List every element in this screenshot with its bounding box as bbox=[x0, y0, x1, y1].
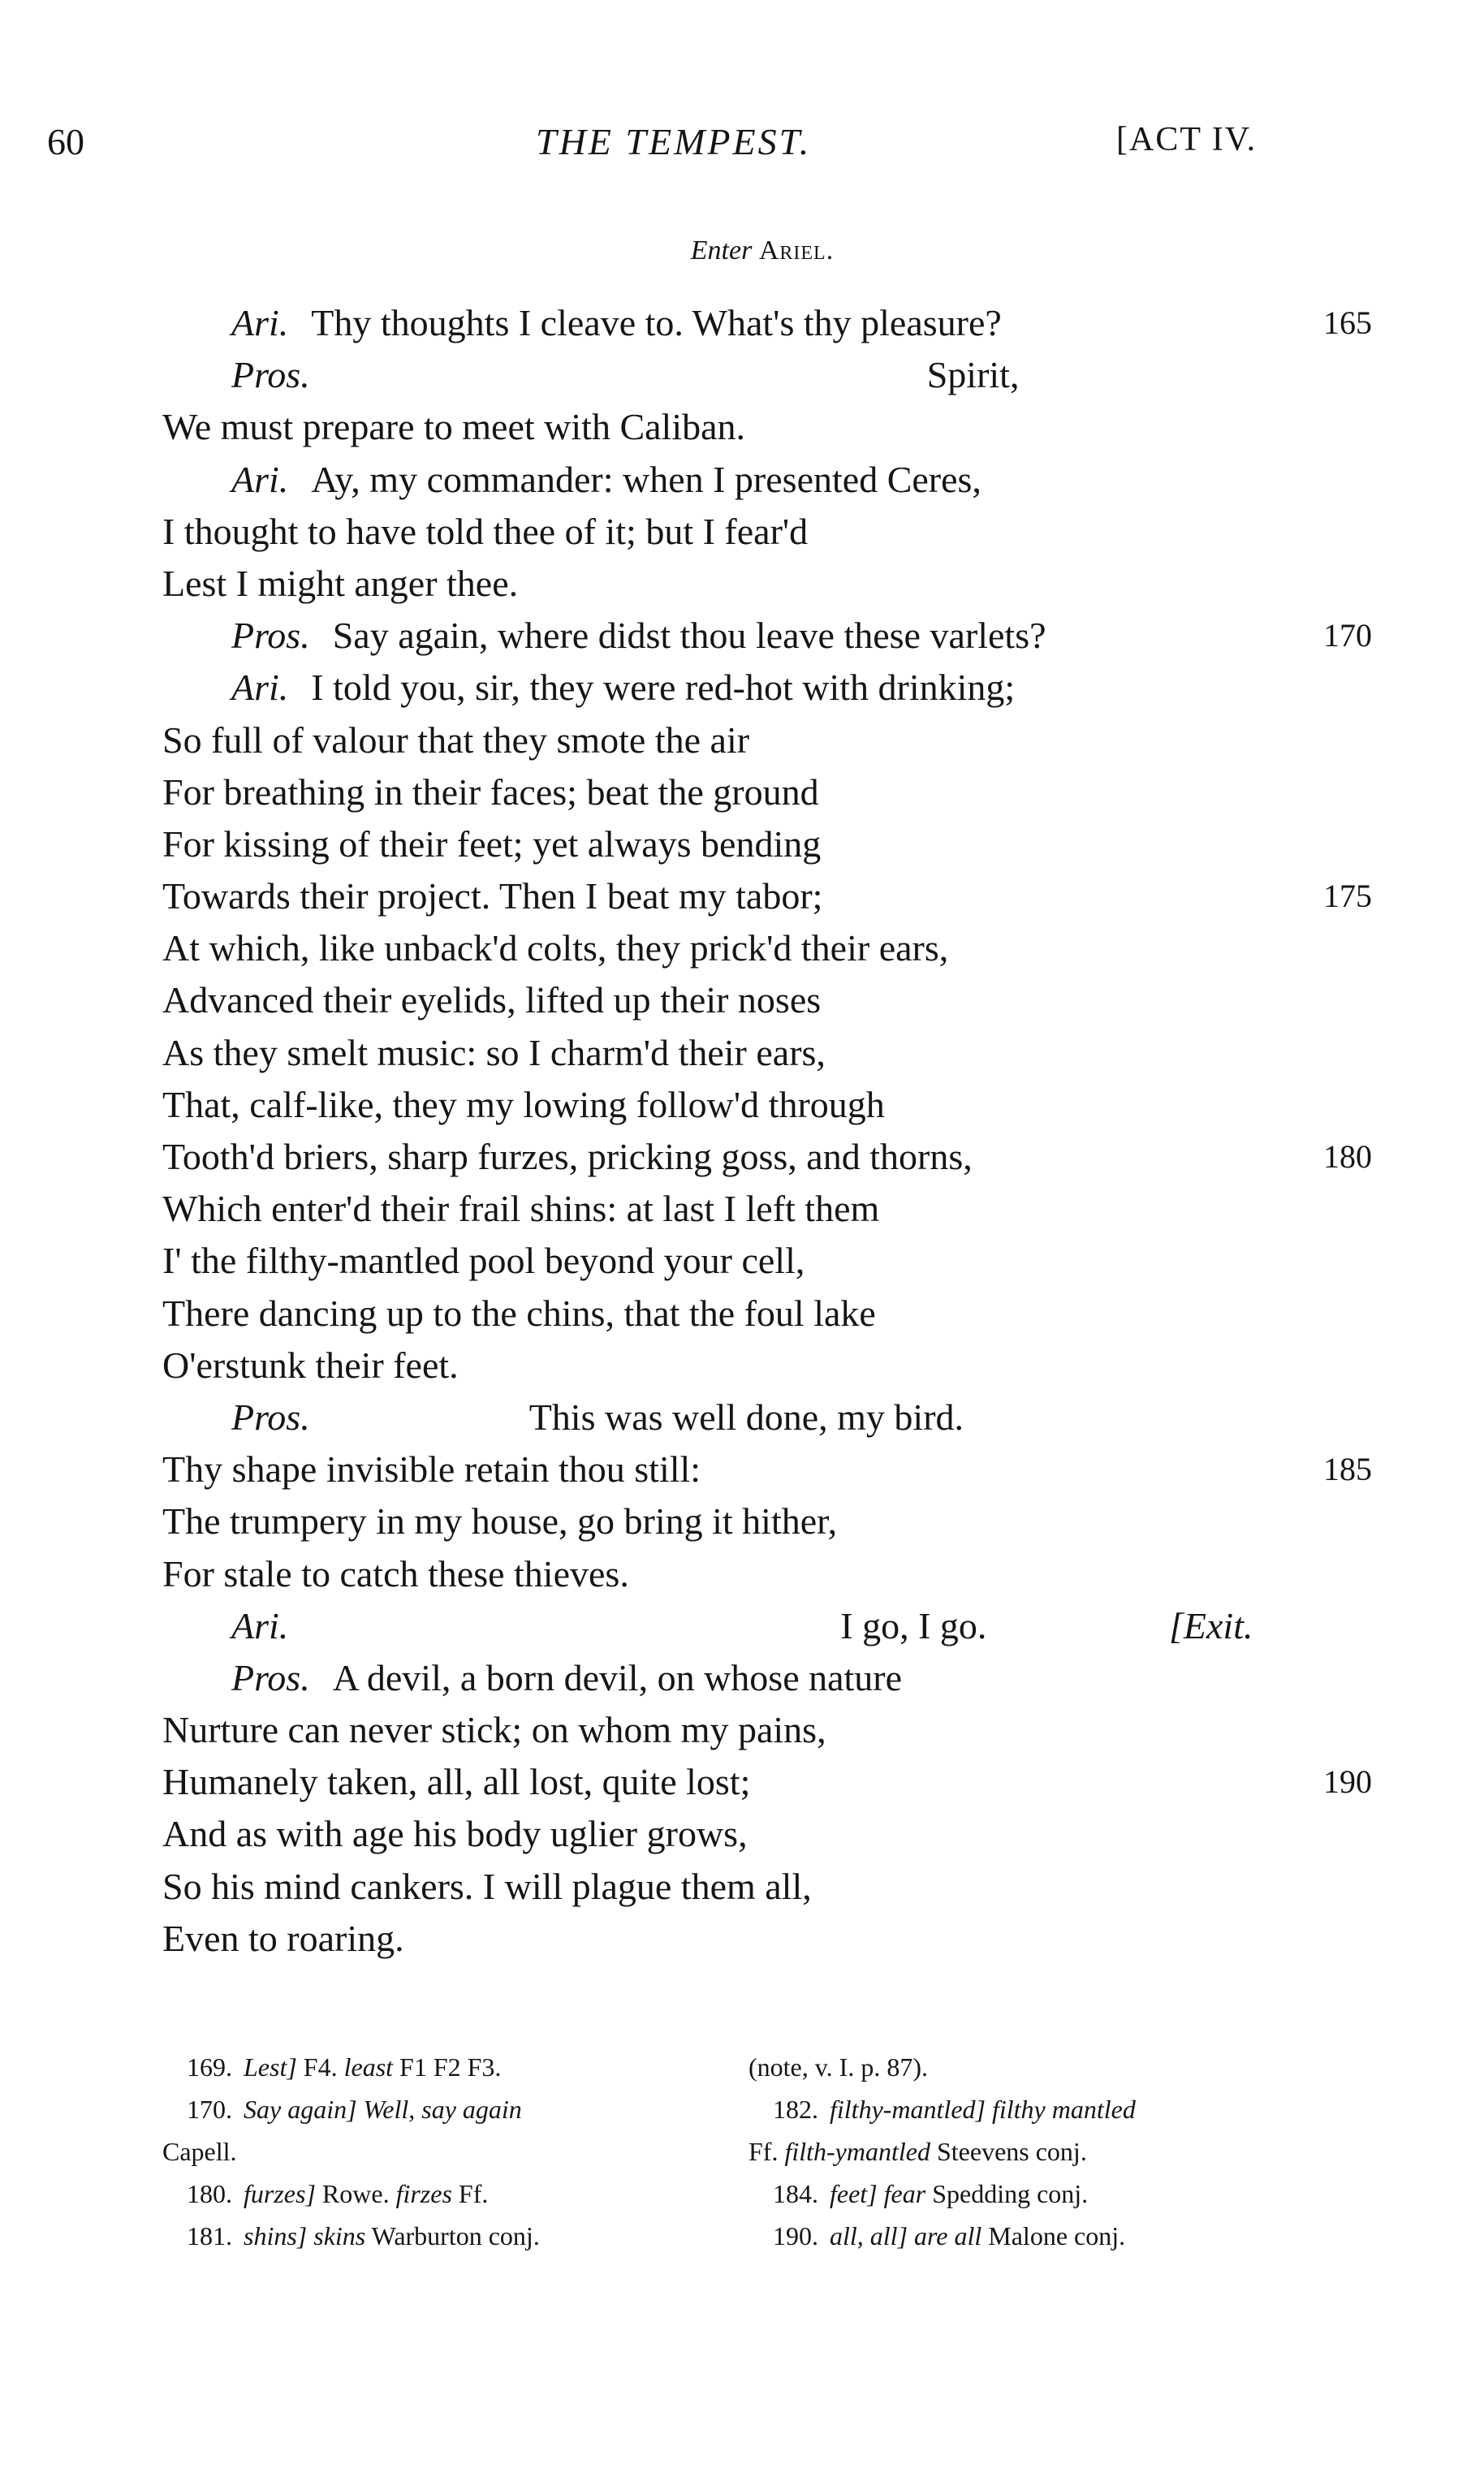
speaker-name: Ari. bbox=[231, 1604, 289, 1646]
footnote-line-ref: 180. bbox=[187, 2179, 232, 2208]
speaker-name: Pros. bbox=[231, 1396, 310, 1438]
verse-text: Spirit, bbox=[926, 354, 1020, 396]
verse-line bbox=[162, 818, 1372, 870]
speaker-name: Ari. bbox=[231, 667, 289, 709]
verse-text: The trumpery in my house, go bring it hither, bbox=[162, 1500, 838, 1543]
verse-line bbox=[162, 558, 1372, 610]
verse-line bbox=[162, 1235, 1372, 1287]
verse-text: Thy shape invisible retain thou still: bbox=[162, 1448, 701, 1491]
verse-line bbox=[162, 1704, 1372, 1756]
verse-line bbox=[162, 349, 1372, 401]
page-number: 60 bbox=[47, 121, 84, 162]
verse-text: I thought to have told thee of it; but I fear'd bbox=[162, 510, 809, 552]
verse-text: There dancing up to the chins, that the foul lake bbox=[162, 1292, 876, 1334]
footnote-variant: filthy mantled bbox=[991, 2095, 1136, 2124]
verse-text: Advanced their eyelids, lifted up their noses bbox=[162, 979, 822, 1021]
verse-line bbox=[162, 1808, 1372, 1860]
verse-line bbox=[162, 506, 1372, 558]
stage-direction-exit: [Exit. bbox=[1169, 1604, 1253, 1646]
verse-text: For kissing of their feet; yet always bending bbox=[162, 822, 822, 865]
speaker-name: Pros. bbox=[231, 354, 310, 396]
verse-line bbox=[162, 610, 1372, 662]
verse-line bbox=[162, 766, 1372, 818]
footnote bbox=[162, 2088, 723, 2130]
verse-text: Lest I might anger thee. bbox=[162, 562, 519, 604]
verse-line bbox=[162, 1600, 1372, 1652]
verse-text: I go, I go. bbox=[840, 1604, 987, 1646]
verse-text: Nurture can never stick; on whom my pains, bbox=[162, 1709, 826, 1751]
footnote-lemma: shins] bbox=[244, 2221, 308, 2250]
footnotes-right-column bbox=[748, 2046, 1333, 2257]
verse-text: Tooth'd briers, sharp furzes, pricking goss, and thorns, bbox=[162, 1136, 973, 1177]
verse-line bbox=[162, 1861, 1372, 1913]
verse-text: Thy thoughts I cleave to. What's thy pleasure? bbox=[311, 302, 1002, 343]
footnote-variant: fear bbox=[883, 2179, 926, 2208]
footnote-line-ref: 182. bbox=[773, 2095, 818, 2124]
line-number: 185 bbox=[1323, 1451, 1372, 1488]
footnote-lemma: all, all] bbox=[830, 2221, 908, 2250]
verse-line bbox=[162, 1913, 1372, 1965]
verse-line bbox=[162, 1756, 1372, 1808]
footnote-variant: least bbox=[343, 2052, 394, 2082]
verse-text: So his mind cankers. I will plague them all, bbox=[162, 1865, 812, 1907]
line-number: 170 bbox=[1323, 617, 1372, 654]
verse-line bbox=[162, 401, 1372, 453]
footnote-lemma: Lest] bbox=[244, 2052, 297, 2082]
verse-text: Humanely taken, all, all lost, quite lost; bbox=[162, 1761, 751, 1803]
verse-text: Even to roaring. bbox=[162, 1917, 404, 1959]
footnote: 180. furzes] Rowe. firzes Ff. bbox=[187, 2179, 489, 2208]
footnote-lemma: Say again] bbox=[244, 2095, 357, 2124]
verse-line bbox=[162, 922, 1372, 974]
speaker-name: Pros. bbox=[231, 1656, 310, 1698]
footnote-variant: Well, say again bbox=[363, 2095, 522, 2124]
verse-line bbox=[162, 1652, 1372, 1704]
verse-text: Which enter'd their frail shins: at last I left them bbox=[162, 1188, 880, 1230]
footnote-line-ref: 190. bbox=[773, 2221, 818, 2250]
verse-line bbox=[162, 454, 1372, 506]
footnote: 184. feet] fear Spedding conj. bbox=[773, 2179, 1089, 2208]
verse-line bbox=[162, 714, 1372, 766]
verse-text: And as with age his body uglier grows, bbox=[162, 1813, 748, 1855]
speaker-name: Ari. bbox=[231, 458, 289, 500]
footnote-variant: skins bbox=[313, 2221, 366, 2250]
act-label: [ACT IV. bbox=[1116, 121, 1258, 158]
verse-line bbox=[162, 1027, 1372, 1079]
footnote: 181. shins] skins Warburton conj. bbox=[187, 2221, 540, 2250]
footnotes-left-column bbox=[162, 2046, 723, 2257]
line-number: 180 bbox=[1323, 1138, 1372, 1175]
footnote-lemma: filthy-mantled] bbox=[830, 2095, 986, 2124]
verse-text: Ay, my commander: when I presented Ceres, bbox=[311, 458, 981, 500]
running-title: THE TEMPEST. bbox=[536, 121, 812, 162]
footnote-lemma: furzes] bbox=[244, 2179, 316, 2208]
line-number: 190 bbox=[1323, 1763, 1372, 1801]
footnote: Capell. bbox=[162, 2137, 237, 2166]
verse-line bbox=[162, 1444, 1372, 1495]
stage-direction-enter: Enter bbox=[690, 235, 753, 265]
verse-text: Towards their project. Then I beat my tabor; bbox=[162, 875, 823, 917]
line-number: 165 bbox=[1323, 304, 1372, 341]
footnote: Ff. filth-ymantled Steevens conj. bbox=[748, 2137, 1087, 2166]
verse-line bbox=[162, 1548, 1372, 1600]
footnote: (note, v. I. p. 87). bbox=[748, 2052, 928, 2082]
verse-line bbox=[162, 1131, 1372, 1183]
footnote: 190. all, all] are all Malone conj. bbox=[773, 2221, 1126, 2250]
footnote-line-ref: 169. bbox=[187, 2052, 232, 2082]
footnote-line-ref: 184. bbox=[773, 2179, 818, 2208]
footnote-lemma: feet] bbox=[830, 2179, 878, 2208]
line-number: 175 bbox=[1323, 878, 1372, 915]
verse-line bbox=[162, 1183, 1372, 1235]
verse-text: O'erstunk their feet. bbox=[162, 1344, 459, 1386]
footnote-variant: filth-ymantled bbox=[784, 2137, 930, 2166]
verse-line bbox=[162, 870, 1372, 922]
verse-text: For breathing in their faces; beat the ground bbox=[162, 770, 819, 813]
verse-text: I' the filthy-mantled pool beyond your cell, bbox=[162, 1240, 805, 1282]
verse-line bbox=[162, 297, 1372, 349]
footnote bbox=[748, 2088, 1333, 2130]
speaker-name: Pros. bbox=[231, 615, 310, 657]
verse-text: We must prepare to meet with Caliban. bbox=[162, 406, 746, 448]
verse-line bbox=[162, 1288, 1372, 1340]
verse-text: Say again, where didst thou leave these varlets? bbox=[332, 615, 1046, 657]
verse-text: For stale to catch these thieves. bbox=[162, 1552, 629, 1595]
stage-direction-character: Ariel. bbox=[758, 235, 835, 265]
verse-text: I told you, sir, they were red-hot with drinking; bbox=[311, 667, 1016, 709]
verse-line bbox=[162, 662, 1372, 714]
verse-line bbox=[162, 1495, 1372, 1547]
verse-text: As they smelt music: so I charm'd their ears, bbox=[162, 1031, 826, 1073]
verse-text: That, calf-like, they my lowing follow'd through bbox=[162, 1083, 885, 1125]
stage-direction bbox=[0, 235, 1484, 266]
footnote-line-ref: 170. bbox=[187, 2095, 232, 2124]
footnote: 169. Lest] F4. least F1 F2 F3. bbox=[187, 2052, 502, 2082]
speaker-name: Ari. bbox=[231, 302, 289, 343]
verse-block bbox=[162, 297, 1372, 1965]
verse-line bbox=[162, 974, 1372, 1026]
verse-text: This was well done, my bird. bbox=[528, 1396, 964, 1438]
footnote-variant: firzes bbox=[395, 2179, 452, 2208]
verse-line bbox=[162, 1392, 1372, 1444]
verse-text: A devil, a born devil, on whose nature bbox=[332, 1656, 903, 1698]
footnote-variant: are all bbox=[914, 2221, 982, 2250]
verse-line bbox=[162, 1340, 1372, 1392]
verse-text: At which, like unback'd colts, they prick'd their ears, bbox=[162, 927, 949, 969]
footnote-line-ref: 181. bbox=[187, 2221, 232, 2250]
verse-line bbox=[162, 1079, 1372, 1131]
verse-text: So full of valour that they smote the air bbox=[162, 719, 750, 761]
